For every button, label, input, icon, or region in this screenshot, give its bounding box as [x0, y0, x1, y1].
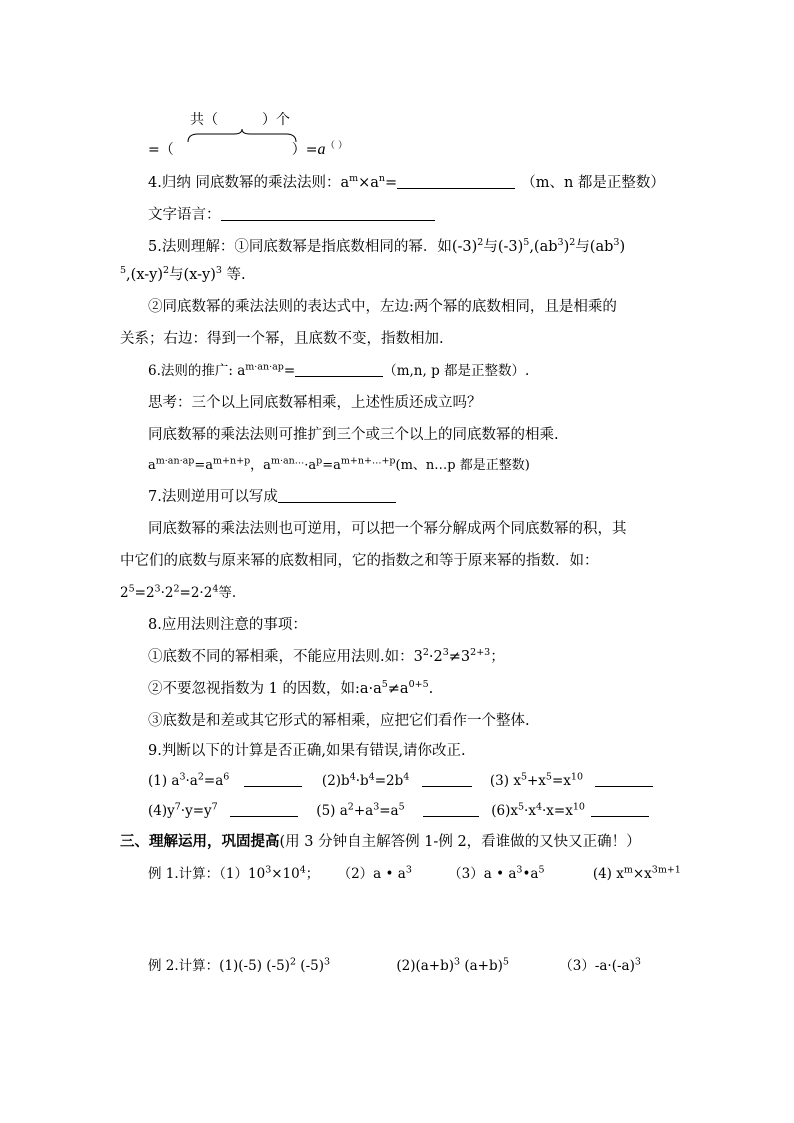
item4-answer-blank[interactable]	[397, 174, 515, 189]
judge-6	[491, 803, 585, 819]
t: ②不要忽视指数为 1 的因数，如:a·a	[148, 681, 382, 697]
item6-answer-blank[interactable]	[295, 362, 383, 377]
t: ·x=x	[542, 803, 573, 819]
section3-title: 三、理解运用，巩固提高	[120, 833, 280, 850]
g-5: m+n+p	[213, 455, 251, 467]
t: （3）a • a	[448, 866, 517, 882]
g-12: m+n+…+p	[340, 455, 396, 467]
t: ×10	[271, 866, 300, 882]
exp: 2	[569, 237, 576, 249]
t: 10	[570, 771, 583, 783]
t: (2)(a+b)	[396, 958, 455, 974]
t: m	[623, 864, 633, 876]
t: （3）-a·(-a)	[559, 958, 635, 974]
item5-text-d: )	[563, 239, 570, 255]
t: 3	[265, 864, 272, 876]
t: 7	[174, 801, 181, 813]
t: =2	[134, 585, 155, 601]
example1-part2	[338, 866, 412, 882]
t: 10	[572, 801, 585, 813]
text-language-label: 文字语言：	[148, 207, 221, 223]
item4-line	[148, 173, 665, 193]
item5-line4: 关系；右边：得到一个幂，且底数不变，指数相加.	[120, 331, 444, 347]
judge-2	[322, 773, 409, 789]
item5-line3: ②同底数幂的乘法法则的表达式中，左边:两个幂的底数相同，且是相乘的	[148, 299, 617, 315]
brace-label-prefix: 共（	[190, 112, 218, 128]
brace-equation	[148, 140, 348, 160]
t: 例 2.计算：(1)(-5) (-5)	[148, 958, 290, 974]
t: 2	[422, 647, 429, 659]
t: 0+5	[408, 679, 429, 691]
judge-4	[148, 803, 218, 819]
item5-text-c: ,(ab	[529, 239, 558, 255]
t: 5	[398, 801, 405, 813]
t: 3	[373, 801, 380, 813]
exp: 5	[120, 265, 127, 277]
t: ·y=y	[180, 803, 212, 819]
t: ·a	[185, 773, 198, 789]
item6-exp-n: n·a	[262, 361, 278, 373]
example1-part4	[593, 866, 681, 882]
t: (4)y	[148, 803, 175, 819]
g-7: m·a	[270, 455, 289, 467]
t: (3) x	[489, 773, 521, 789]
t: 7	[211, 801, 218, 813]
item4-times: ×a	[358, 175, 379, 191]
item6-eq: =	[283, 363, 296, 379]
item7-p2: 中它们的底数与原来幂的底数相同，它的指数之和等于原来幂的指数．如：	[120, 553, 599, 569]
t: ×x	[632, 866, 652, 882]
judge-5-blank[interactable]	[423, 802, 479, 817]
item6-exp-m: m·a	[245, 361, 263, 373]
judge-2-blank[interactable]	[422, 772, 472, 787]
t: 等.	[218, 585, 237, 601]
t: 4	[212, 583, 219, 595]
item7-p3	[120, 583, 236, 603]
example1-part3	[448, 866, 544, 882]
t: (2)b	[321, 773, 350, 789]
t: 5	[520, 771, 527, 783]
item6-note: （m,n, p 都是正整数）.	[383, 363, 530, 379]
t: 5	[502, 956, 509, 968]
item8-note1	[148, 647, 505, 667]
t: 2	[197, 771, 204, 783]
t: 3	[634, 956, 641, 968]
example1-part1	[148, 866, 319, 882]
power-base: a	[317, 141, 326, 158]
t: (1) a	[148, 773, 180, 789]
eq-open: =（	[148, 142, 174, 158]
t: 5	[381, 679, 388, 691]
t: •a	[522, 866, 539, 882]
exp: 3	[613, 237, 620, 249]
g-1: m·a	[155, 455, 174, 467]
g-10: p	[316, 455, 323, 467]
judge-3-blank[interactable]	[595, 772, 653, 787]
t: 例 1.计算：（1）10	[148, 866, 266, 882]
t: 3	[442, 647, 449, 659]
brace-label	[190, 110, 290, 130]
t: ≠3	[448, 649, 471, 665]
t: .	[428, 681, 434, 697]
example2-part3	[559, 958, 641, 974]
item5-text-h: 与(x-y)	[169, 267, 216, 283]
eq-close: ）=	[291, 142, 318, 158]
item7-title-line	[148, 487, 396, 507]
exp-m: m	[349, 173, 359, 185]
t: =x	[551, 773, 571, 789]
item5-text-b: 与(-3)	[483, 239, 524, 255]
g-6: ，a	[250, 458, 271, 473]
item7-answer-blank[interactable]	[278, 488, 396, 503]
item7-p1: 同底数幂的乘法法则也可逆用，可以把一个幂分解成两个同底数幂的积，其	[148, 521, 627, 537]
item5-line1	[148, 237, 625, 257]
t: 3	[405, 864, 412, 876]
t: 4	[403, 771, 410, 783]
exp: 2	[477, 237, 484, 249]
item5-text-e: 与(ab	[575, 239, 614, 255]
item8-note2	[148, 679, 433, 699]
t: ·2	[160, 585, 174, 601]
g-11: =a	[322, 458, 341, 473]
t: ；	[490, 649, 505, 665]
item4-title: 4.归纳 同底数幂的乘法法则：	[148, 175, 341, 191]
t: =a	[203, 773, 224, 789]
judge-4-blank[interactable]	[230, 802, 298, 817]
t: 2	[347, 801, 354, 813]
item4-a: a	[340, 175, 350, 191]
g-13: (m、n…p 都是正整数)	[395, 458, 530, 473]
item6-exp-p: p	[277, 361, 284, 373]
t: ·x	[524, 803, 536, 819]
t: （2）a • a	[337, 866, 406, 882]
g-9: ·a	[304, 458, 317, 473]
t: +x	[526, 773, 546, 789]
t: 4	[349, 771, 356, 783]
t: =a	[379, 803, 399, 819]
t: 2	[120, 585, 129, 601]
exp: 3	[215, 265, 222, 277]
judge-6-blank[interactable]	[591, 802, 649, 817]
t: 3m+1	[651, 864, 681, 876]
t: 5	[128, 583, 135, 595]
g-3: p	[188, 455, 195, 467]
power-exponent-blank: （ ）	[325, 140, 348, 152]
item6-think: 思考：三个以上同底数幂相乘，上述性质还成立吗？	[148, 395, 482, 411]
t: 2+3	[470, 647, 491, 659]
item6-answer: 同底数幂的乘法法则可推扩到三个或三个以上的同底数幂的相乘.	[148, 427, 559, 443]
t: 3	[154, 583, 161, 595]
t: =2·2	[179, 585, 213, 601]
item5-text-f: )	[619, 239, 626, 255]
text-language-blank[interactable]	[221, 206, 435, 221]
g-8: n…	[288, 455, 305, 467]
exp: 2	[162, 265, 170, 277]
t: +a	[353, 803, 374, 819]
t: ·2	[428, 649, 443, 665]
t: (-5)	[296, 958, 324, 974]
judge-3	[490, 773, 583, 789]
text-language-line	[148, 205, 435, 225]
exp-n: n	[378, 173, 386, 185]
item5-line2	[120, 265, 246, 285]
t: (4) x	[592, 866, 624, 882]
t: (a+b)	[460, 958, 503, 974]
judge-1	[148, 773, 229, 789]
t: 2	[289, 956, 297, 968]
t: (6)x	[491, 803, 518, 819]
t: 3	[454, 956, 461, 968]
t: =2b	[374, 773, 404, 789]
item4-eq: =	[385, 175, 398, 191]
g-2: n·a	[173, 455, 189, 467]
section3-heading	[120, 832, 641, 852]
t: (5) a	[316, 803, 348, 819]
t: 6	[223, 771, 230, 783]
t: ·b	[355, 773, 369, 789]
t: 4	[535, 801, 542, 813]
item8-note3: ③底数是和差或其它形式的幂相乘，应把它们看作一个整体.	[148, 713, 530, 729]
t: 3	[324, 956, 331, 968]
t: 4	[299, 864, 306, 876]
t: 4	[368, 771, 375, 783]
t: ；	[305, 866, 320, 882]
item9-title: 9.判断以下的计算是否正确,如果有错误,请你改正.	[148, 743, 466, 759]
judge-1-blank[interactable]	[244, 772, 302, 787]
example2-part2	[396, 958, 509, 974]
item5-text-g: ,(x-y)	[126, 267, 163, 283]
g-a: a	[148, 458, 156, 473]
item5-text-i: 等.	[221, 267, 246, 283]
t: ≠a	[387, 681, 409, 697]
exp: 3	[557, 237, 564, 249]
t: 2	[173, 583, 180, 595]
item6-prefix: 6.法则的推广: a	[148, 363, 246, 379]
item7-title: 7.法则逆用可以写成	[148, 489, 278, 505]
item6-line	[148, 361, 529, 381]
item5-text-a: 5.法则理解：①同底数幂是指底数相同的幂．如(-3)	[148, 239, 478, 255]
t: 3	[179, 771, 186, 783]
item6-general	[148, 456, 530, 476]
example1-line	[148, 864, 681, 884]
section3-subtitle: (用 3 分钟自主解答例 1-例 2，看谁做的又快又正确！）	[279, 834, 641, 850]
item9-row2	[148, 801, 649, 821]
brace-label-suffix: ）个	[262, 112, 290, 128]
t: 5	[518, 801, 525, 813]
example2-line	[148, 956, 641, 976]
t: 5	[538, 864, 545, 876]
g-4: =a	[194, 458, 214, 473]
exp: 5	[523, 237, 530, 249]
item9-row1	[148, 771, 653, 791]
t: ①底数不同的幂相乘，不能应用法则.如：3	[148, 649, 423, 665]
judge-5	[316, 803, 404, 819]
t: 3	[516, 864, 523, 876]
example2-part1	[148, 958, 330, 974]
item8-title: 8.应用法则注意的事项：	[148, 617, 307, 633]
item4-note: （m、n 都是正整数）	[521, 175, 665, 191]
t: 5	[545, 771, 552, 783]
